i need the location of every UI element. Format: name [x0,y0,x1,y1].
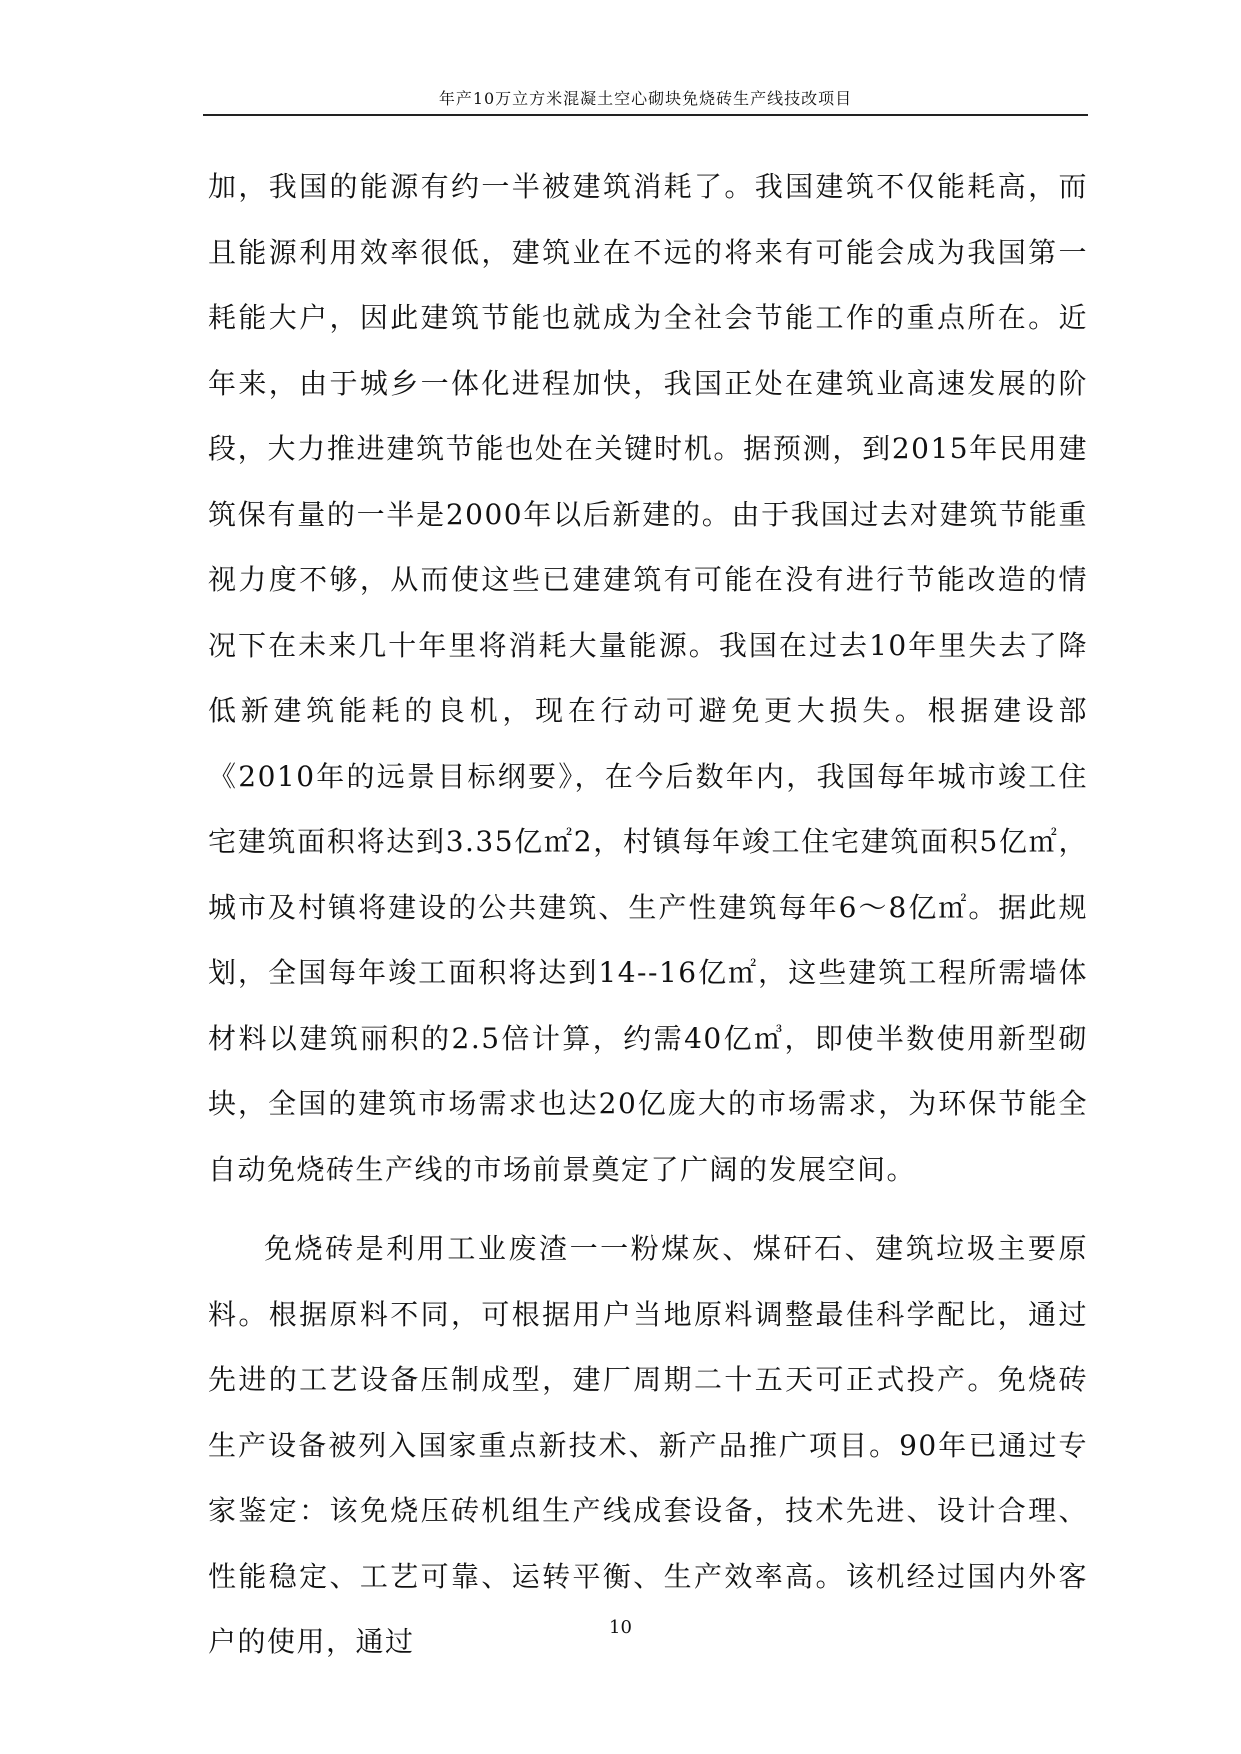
page-number: 10 [609,1617,632,1638]
page-header-title: 年产10万立方米混凝土空心砌块免烧砖生产线技改项目 [438,89,853,108]
paragraph-2: 免烧砖是利用工业废渣一一粉煤灰、煤矸石、建筑垃圾主要原料。根据原料不同，可根据用户当地原料调整最佳科学配比，通过先进的工艺设备压制成型，建厂周期二十五天可正式投产。免烧砖生产设备被列入国家重点新技术、新产品推广项目。90年已通过专家鉴定：该免烧压砖机组生产线成套设备，技术先进、设计合理、性能稳定、工艺可靠、运转平衡、生产效率高。该机经过国内外客户的使用，通过 [208,1232,1088,1658]
document-body [208,154,1088,1675]
header-divider [203,114,1088,116]
paragraph-1: 加，我国的能源有约一半被建筑消耗了。我国建筑不仅能耗高，而且能源利用效率很低，建筑业在不远的将来有可能会成为我国第一耗能大户，因此建筑节能也就成为全社会节能工作的重点所在。近年来，由于城乡一体化进程加快，我国正处在建筑业高速发展的阶段，大力推进建筑节能也处在关键时机。据预测，到2015年民用建筑保有量的一半是2000年以后新建的。由于我国过去对建筑节能重视力度不够，从而使这些已建建筑有可能在没有进行节能改造的情况下在未来几十年里将消耗大量能源。我国在过去10年里失去了降低新建筑能耗的良机，现在行动可避免更大损失。根据建设部《2010年的远景目标纲要》，在今后数年内，我国每年城市竣工住宅建筑面积将达到3.35亿㎡2，村镇每年竣工住宅建筑面积5亿㎡，城市及村镇将建设的公共建筑、生产性建筑每年6～8亿㎡。据此规划，全国每年竣工面积将达到14--16亿㎡，这些建筑工程所需墙体材料以建筑丽积的2.5倍计算，约需40亿㎥，即使半数使用新型砌块，全国的建筑市场需求也达20亿庞大的市场需求，为环保节能全自动免烧砖生产线的市场前景奠定了广阔的发展空间。 [208,170,1088,1186]
